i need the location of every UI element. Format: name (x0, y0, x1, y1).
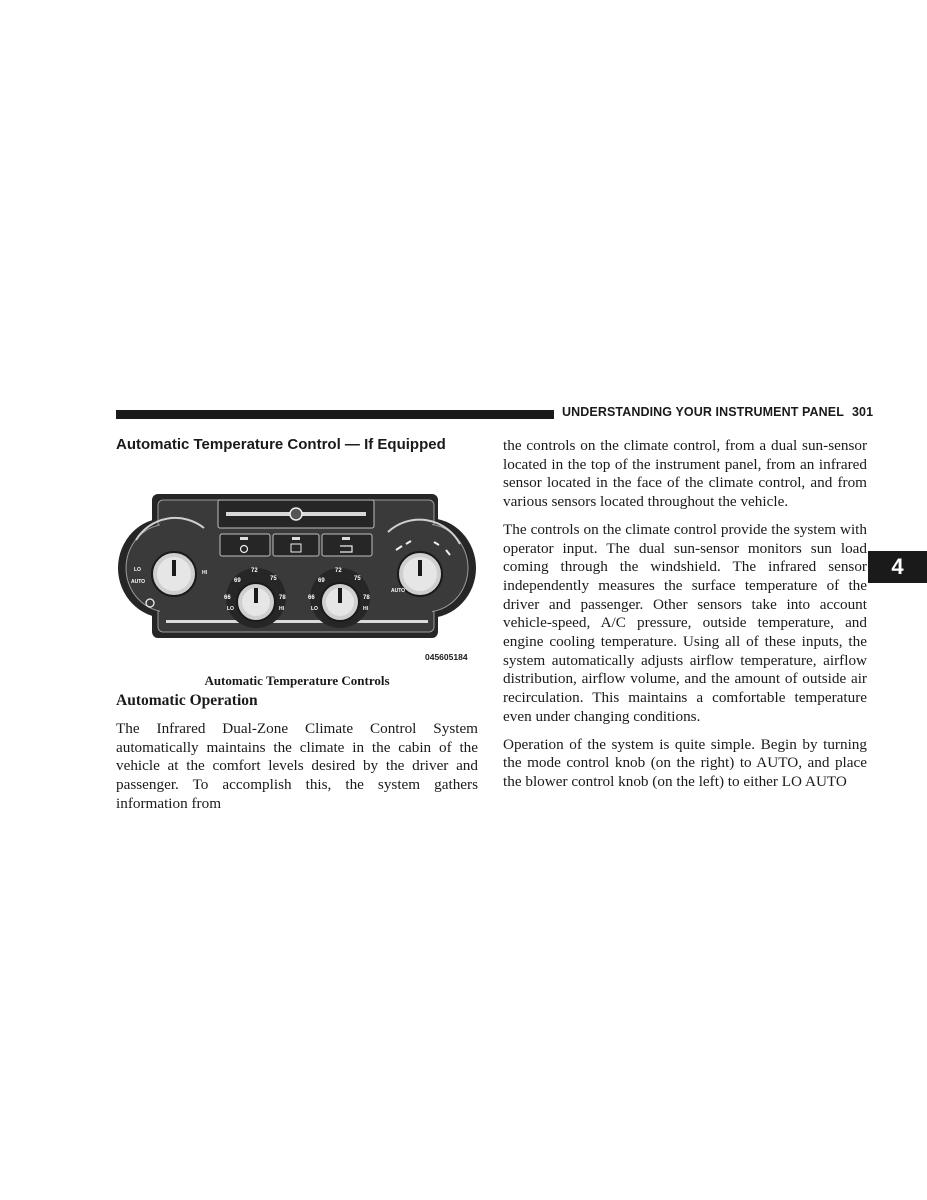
svg-text:75: 75 (270, 576, 277, 582)
figure-id: 045605184 (425, 652, 468, 662)
svg-text:69: 69 (318, 578, 325, 584)
blower-label-lo: LO (134, 567, 141, 573)
svg-text:72: 72 (251, 568, 258, 574)
running-title: UNDERSTANDING YOUR INSTRUMENT PANEL (562, 405, 844, 419)
chapter-tab: 4 (868, 551, 927, 583)
section-title: Automatic Temperature Control — If Equipped (116, 436, 446, 453)
svg-text:66: 66 (308, 595, 315, 601)
left-column (116, 720, 478, 823)
svg-text:HI: HI (363, 606, 368, 612)
svg-text:78: 78 (363, 595, 370, 601)
svg-text:LO: LO (227, 606, 234, 612)
svg-text:LO: LO (311, 606, 318, 612)
paragraph: the controls on the climate control, from a dual sun-sensor located in the top of the instrument panel, from an infrared sensor located in the face of the climate control, and from various sensors located throughout the vehicle. (503, 437, 867, 511)
svg-text:72: 72 (335, 568, 342, 574)
paragraph: The controls on the climate control provide the system with operator input. The dual sun-sensor monitors sun load coming through the windshield. The infrared sensor independently measures the surface temperature of the driver and passenger. Other sensors take into account vehicle-speed, A/C pressure, outside temperature, and engine cooling temperature. Using all of these inputs, the system automatically adjusts airflow temperature, airflow distribution, airflow volume, and the amount of outside air recirculation. This maintains a comfortable temperature even under changing conditions. (503, 520, 867, 725)
paragraph: The Infrared Dual-Zone Climate Control System automatically maintains the climate in the cabin of the vehicle at the comfort levels desired by the driver and passenger. To accomplish this, the system gathers information from (116, 720, 478, 812)
svg-text:66: 66 (224, 595, 231, 601)
svg-text:69: 69 (234, 578, 241, 584)
subsection-title: Automatic Operation (116, 692, 258, 709)
figure-caption: Automatic Temperature Controls (204, 673, 390, 688)
blower-label-auto: AUTO (131, 579, 146, 585)
header-rule (116, 410, 554, 419)
svg-text:78: 78 (279, 595, 286, 601)
svg-text:HI: HI (279, 606, 284, 612)
running-header (562, 405, 873, 419)
paragraph: Operation of the system is quite simple. Begin by turning the mode control knob (on the right) to AUTO, and place the blower control knob (on the left) to either LO AUTO (503, 735, 867, 790)
right-column (503, 437, 867, 801)
sun-sensor (290, 508, 302, 520)
page-number: 301 (851, 405, 874, 419)
blower-label-hi: HI (202, 570, 207, 576)
mode-label-auto: AUTO (391, 588, 406, 594)
svg-text:75: 75 (354, 576, 361, 582)
climate-control-illustration (116, 492, 478, 644)
